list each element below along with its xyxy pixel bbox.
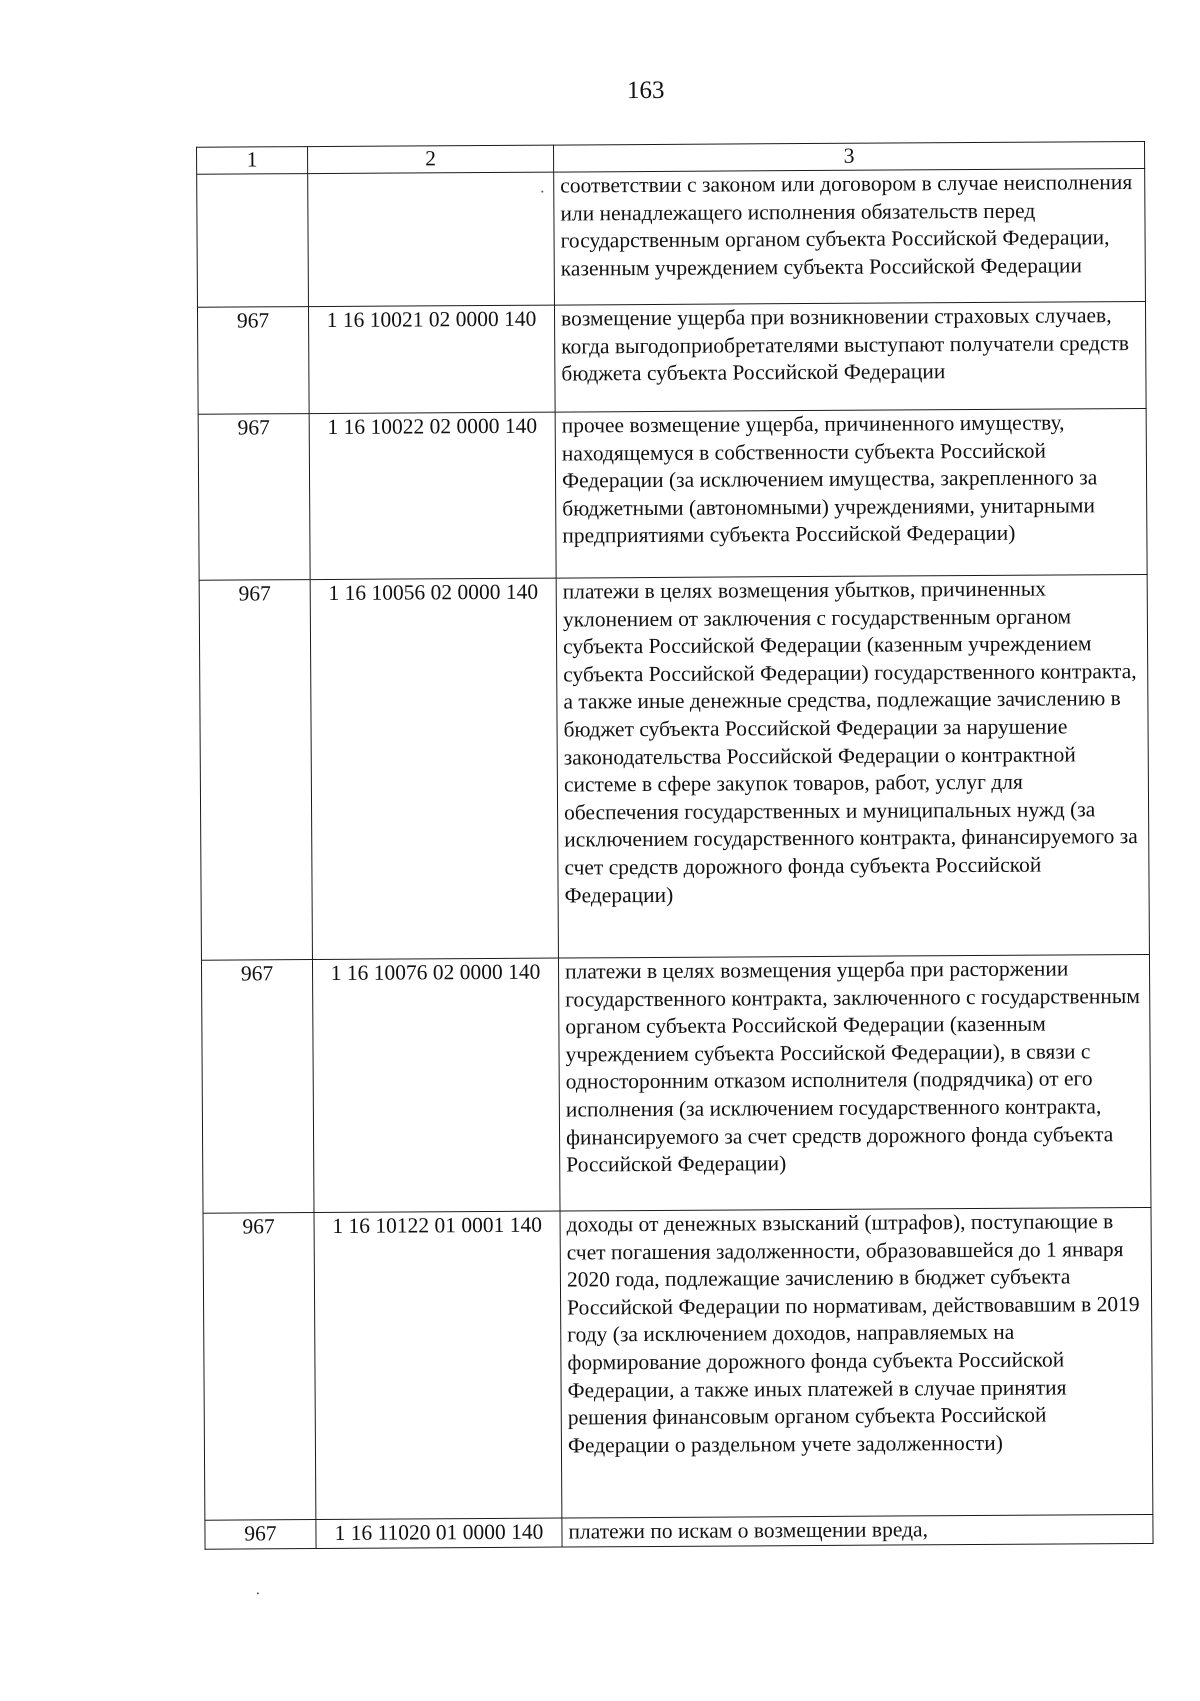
table-row <box>197 168 1146 307</box>
admin-code-cell: 967 <box>201 960 314 1214</box>
column-header-1: 1 <box>197 147 308 175</box>
scan-speck <box>257 1592 259 1594</box>
budget-code-cell: 1 16 10056 02 0000 140 <box>310 578 558 959</box>
revenue-name-cell: платежи в целях возмещения убытков, причиненных уклонением от заключения с государственным органом субъекта Российской Федерации (казенным учреждением субъекта Российской Федерации) государственного контракта, а также иные денежные средства, подлежащие зачислению в бюджет субъекта Российской Федерации за нарушение законодательства Российской Федерации о контрактной системе в сфере закупок товаров, работ, услуг для обеспечения государственных и муниципальных нужд (за исключением государственного контракта, финансируемого за счет средств дорожного фонда субъекта Российской Федерации) <box>556 574 1149 958</box>
admin-code-cell: 967 <box>205 1520 316 1549</box>
page-number: 163 <box>626 76 665 105</box>
budget-codes-table <box>196 141 1154 1549</box>
budget-code-cell: 1 16 10021 02 0000 140 <box>308 305 555 414</box>
scan-speck <box>541 191 543 193</box>
revenue-name-cell: прочее возмещение ущерба, причиненного имуществу, находящемуся в собственности субъекта Российской Федерации (за исключением имущества, закрепленного за бюджетными (автономными) учреждениями, унитарными предприятиями субъекта Российской Федерации) <box>555 408 1147 578</box>
table-row <box>201 954 1151 1213</box>
admin-code-cell: 967 <box>203 1213 316 1521</box>
budget-code-cell: 1 16 10022 02 0000 140 <box>309 412 556 579</box>
budget-code-cell: 1 16 11020 01 0000 140 <box>316 1518 562 1548</box>
admin-code-cell: 967 <box>198 414 310 581</box>
admin-code-cell: 967 <box>199 580 312 961</box>
table-row <box>203 1207 1153 1520</box>
budget-code-cell: 1 16 10122 01 0001 140 <box>314 1211 562 1519</box>
budget-code-cell <box>308 172 555 307</box>
table-row <box>205 1514 1153 1548</box>
revenue-name-cell: платежи в целях возмещения ущерба при расторжении государственного контракта, заключенного с государственным органом субъекта Российской Федерации (казенным учреждением субъекта Российской Федерации), в связи с односторонним отказом исполнителя (подрядчика) от его исполнения (за исключением государственного контракта, финансируемого за счет средств дорожного фонда субъекта Российской Федерации) <box>558 954 1151 1211</box>
table-row <box>198 408 1147 580</box>
table-row <box>197 301 1146 414</box>
revenue-name-cell: доходы от денежных взысканий (штрафов), поступающие в счет погашения задолженности, образовавшейся до 1 января 2020 года, подлежащие зачислению в бюджет субъекта Российской Федерации по нормативам, действовавшим в 2019 году (за исключением доходов, направляемых на формирование дорожного фонда субъекта Российской Федерации, а также иных платежей в случае принятия решения финансовым органом субъекта Российской Федерации о раздельном учете задолженности) <box>560 1207 1153 1518</box>
admin-code-cell <box>197 174 309 308</box>
revenue-name-cell: соответствии с законом или договором в случае неисполнения или ненадлежащего исполнения обязательств перед государственным органом субъекта Российской Федерации, казенным учреждением субъекта Российской Федерации <box>554 168 1146 305</box>
admin-code-cell: 967 <box>197 307 309 415</box>
column-header-2: 2 <box>308 145 554 174</box>
budget-code-cell: 1 16 10076 02 0000 140 <box>312 958 560 1212</box>
revenue-name-cell: платежи по искам о возмещении вреда, <box>562 1514 1153 1546</box>
revenue-name-cell: возмещение ущерба при возникновении страховых случаев, когда выгодоприобретателями выступают получатели средств бюджета субъекта Российской Федерации <box>554 301 1146 412</box>
column-header-3: 3 <box>553 141 1144 172</box>
table-row <box>199 574 1149 960</box>
